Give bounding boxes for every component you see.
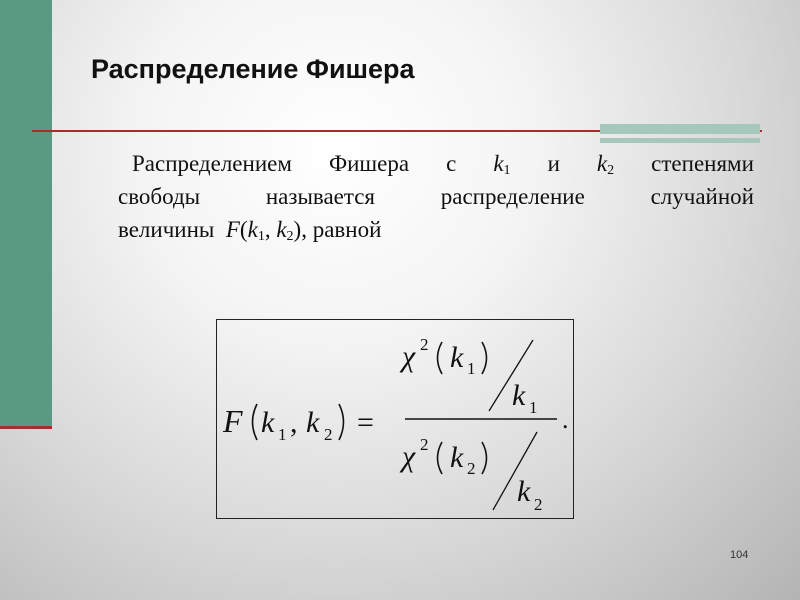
title-accent-bar-thin (600, 138, 760, 143)
left-paren (253, 404, 258, 440)
k1-symbol: $k_1$ (493, 151, 511, 178)
right-paren (339, 404, 344, 440)
title-accent-bar (600, 124, 760, 134)
denominator-k: k (450, 441, 464, 474)
numerator-sub: 1 (467, 359, 476, 378)
word: степенями (651, 151, 754, 176)
numerator-slash (489, 340, 533, 411)
formula-box (216, 319, 574, 519)
formula-sub1: 1 (278, 425, 287, 444)
k2-symbol: $k_2$ (596, 151, 615, 178)
formula-period: . (562, 405, 569, 434)
denominator-power: 2 (420, 435, 429, 454)
denominator-divisor-sub: 2 (534, 495, 543, 514)
word: называется (265, 184, 376, 209)
denominator-sub: 2 (467, 459, 476, 478)
fisher-formula (217, 320, 573, 518)
numerator-chi: χ (402, 340, 416, 373)
formula-F: F (223, 403, 243, 439)
definition-paragraph (118, 147, 754, 246)
word: свободы (118, 184, 201, 209)
slide-title: Распределение Фишера (91, 54, 415, 84)
denominator-divisor-k: k (517, 475, 531, 508)
formula-equals: = (357, 406, 374, 439)
formula-k2: k (306, 406, 320, 439)
denominator-chi: χ (402, 440, 416, 473)
left-decor-bar (0, 0, 52, 426)
paragraph-line-2 (118, 180, 754, 213)
denominator-slash (493, 432, 537, 510)
left-decor-line (0, 426, 52, 429)
word: с (446, 151, 457, 176)
numerator-k: k (450, 341, 464, 374)
word: Фишера (328, 151, 410, 176)
word: и (547, 151, 560, 176)
F-symbol: F (225, 217, 240, 242)
formula-sub2: 2 (324, 425, 333, 444)
numerator-divisor-sub: 1 (529, 398, 538, 417)
numerator-divisor-k: k (512, 379, 526, 412)
formula-comma: , (290, 406, 298, 439)
page-number: 104 (730, 549, 749, 561)
word: случайной (650, 184, 754, 209)
word: величины (118, 217, 215, 242)
word: распределение (440, 184, 585, 209)
numerator-power: 2 (420, 335, 429, 354)
paragraph-line-3: величины $F(k_1$, $k_2$), равной (118, 217, 382, 244)
paragraph-line-1 (118, 147, 754, 180)
formula-k1: k (261, 406, 275, 439)
word: Распределением (132, 151, 292, 176)
